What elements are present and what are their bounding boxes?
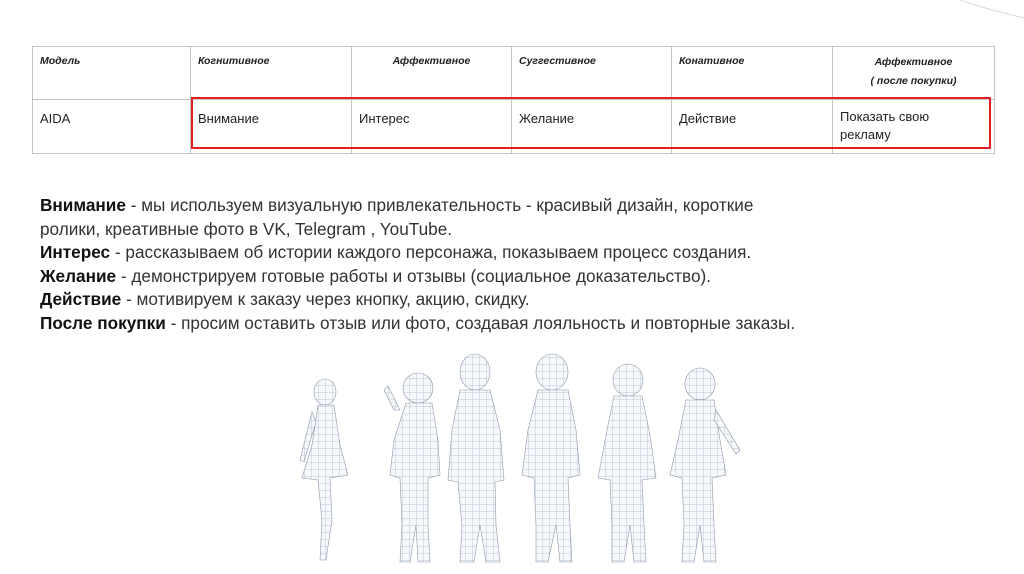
desc-line (40, 218, 1010, 242)
cell-action: Действие (672, 100, 833, 154)
desc-text: - демонстрируем готовые работы и отзывы (социальное доказательство). (116, 265, 712, 286)
cell-model: AIDA (33, 100, 191, 154)
header-cognitive: Когнитивное (191, 47, 352, 100)
character-silhouettes-illustration (290, 350, 760, 568)
silhouette-3 (448, 354, 504, 562)
silhouette-1 (300, 379, 348, 560)
silhouette-2 (384, 373, 440, 562)
cell-after-purchase-line1: Показать свою (840, 109, 930, 124)
cell-attention: Внимание (191, 100, 352, 154)
header-affective-after-line2: ( после покупки) (870, 75, 957, 87)
desc-term: Желание (40, 265, 117, 286)
header-affective-after-line1: Аффективное (874, 56, 953, 68)
desc-text: ролики, креативные фото в VK, Telegram , YouTube. (40, 218, 453, 239)
desc-term: Интерес (40, 242, 111, 263)
silhouette-4 (522, 354, 580, 562)
cell-interest: Интерес (352, 100, 512, 154)
header-model: Модель (33, 47, 191, 100)
header-affective-after (833, 47, 995, 100)
desc-line (40, 265, 1010, 289)
header-conative: Конативное (672, 47, 833, 100)
desc-text: - просим оставить отзыв или фото, создавая лояльность и повторные заказы. (165, 312, 796, 333)
cell-after-purchase-line2: рекламу (840, 127, 891, 142)
desc-text: - мы используем визуальную привлекательность - красивый дизайн, короткие (125, 195, 754, 215)
description-text (40, 194, 1010, 336)
slide-corner-curve (0, 0, 1024, 30)
header-affective: Аффективное (352, 47, 512, 100)
cell-desire: Желание (512, 100, 672, 154)
desc-line (40, 241, 1010, 265)
desc-line (40, 194, 1010, 218)
table-header-row (33, 47, 995, 100)
desc-text: - рассказываем об истории каждого персонажа, показываем процесс создания. (110, 242, 752, 263)
header-suggestive: Суггестивное (512, 47, 672, 100)
desc-term: Действие (40, 289, 122, 310)
desc-text: - мотивируем к заказу через кнопку, акцию, скидку. (121, 289, 530, 310)
silhouette-5 (598, 364, 656, 562)
desc-term: После покупки (40, 312, 166, 333)
silhouette-6 (670, 368, 740, 562)
highlight-box (191, 97, 991, 149)
desc-term: Внимание (40, 195, 126, 215)
desc-line (40, 312, 1010, 336)
desc-line (40, 288, 1010, 312)
